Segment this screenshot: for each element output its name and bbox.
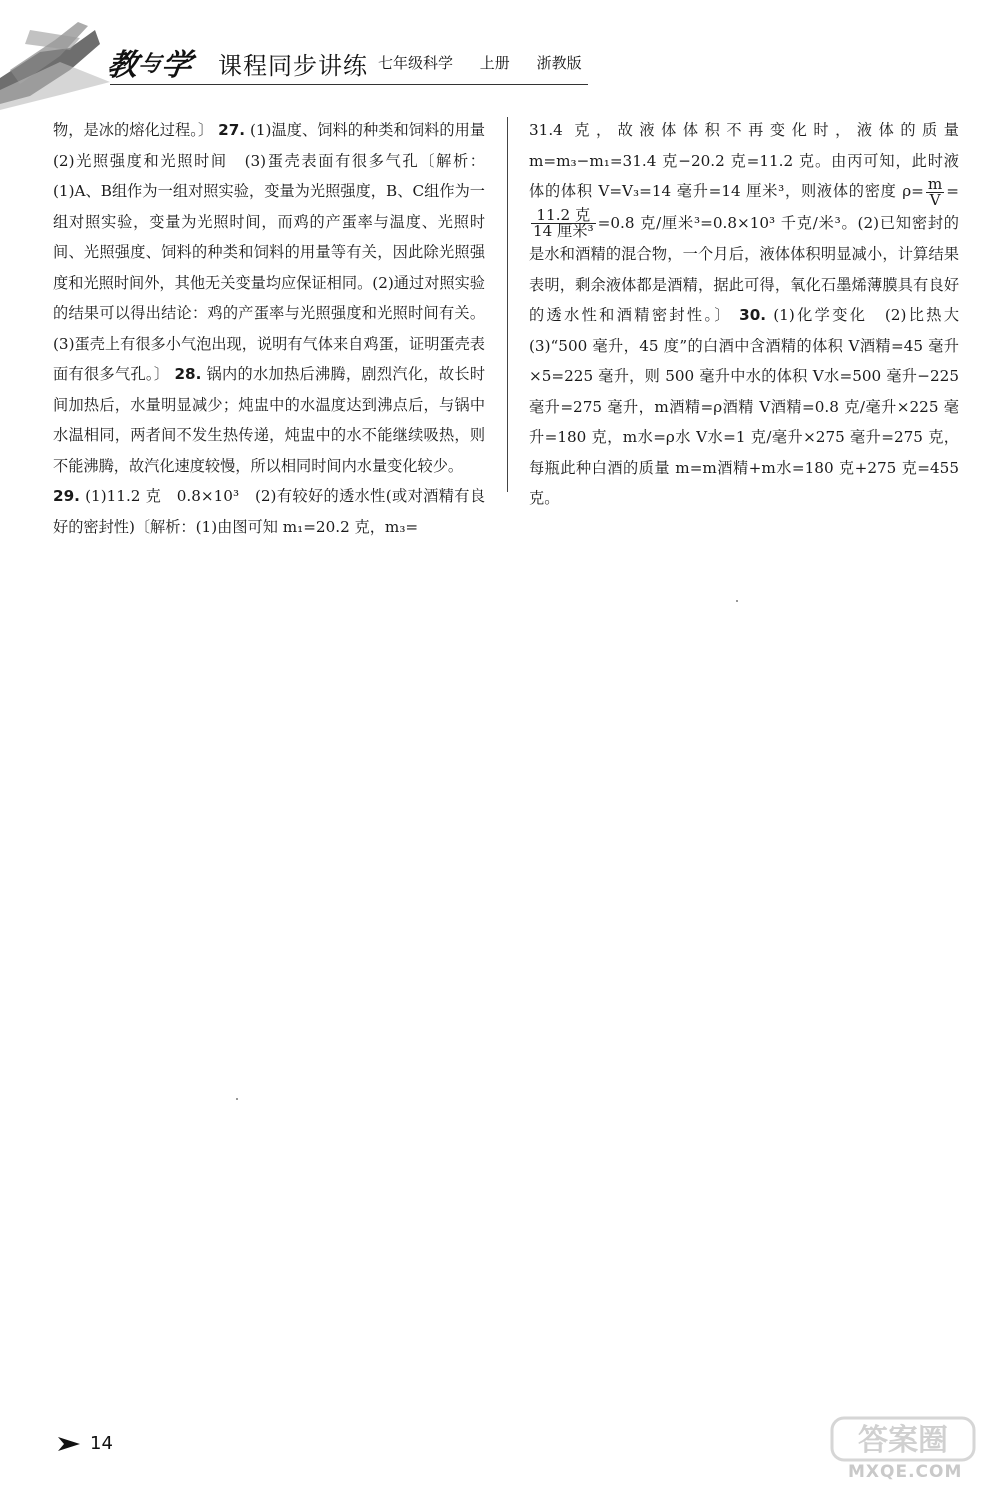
- answer-text: 物，是冰的熔化过程。〕: [53, 121, 214, 139]
- answer-text: (1)温度、饲料的种类和饲料的用量 (2)光照强度和光照时间 (3)蛋壳表面有很多气孔〔解析：(1)A、B组作为一组对照实验，变量为光照强度，B、C组作为一组对照实验，变量为光照时间，而鸡的产蛋率与温度、光照时间、光照强度、饲料的种类和饲料的用量等有关，因此除光照强度和光照时间外，其他无关变量均应保证相同。(2)通过对照实验的结果可以得出结论：鸡的产蛋率与光照强度和光照时间有关。(3)蛋壳上有很多小气泡出现，说明有气体来自鸡蛋，证明蛋壳表面有很多气孔。〕: [53, 121, 501, 383]
- series-title: 课程同步讲练: [218, 52, 368, 80]
- density-calculation: $\frac{\text{11.2 克}}{\text{14 厘米³}}$: [533, 206, 594, 240]
- answer-text: (1)化学变化 (2)比热大 (3)“500 毫升，45 度”的白酒中含酒精的体积 V酒精=45 毫升×5=225 毫升，则 500 毫升中水的体积 V水=500 毫升−225 毫升=275 毫升，m酒精=ρ酒精 V酒精=0.8 克/毫升×225 毫升=180 克，m水=ρ水 V水=1 克/毫升×275 毫升=275 克，每瓶此种白酒的质量 m=m酒精+m水=180 克+275 克=455 克。: [529, 306, 975, 507]
- page-footer: [58, 1433, 113, 1454]
- answer-text: =: [946, 182, 959, 200]
- question-number: 30.: [739, 306, 767, 324]
- svg-text:答案圈: 答案圈: [858, 1423, 948, 1458]
- scan-speck: [736, 600, 738, 602]
- publisher-logo: 教 与 学: [105, 48, 194, 83]
- header-rule: [110, 84, 588, 85]
- column-divider: [507, 117, 508, 492]
- edition: 浙教版: [536, 54, 582, 72]
- watermark-logo: [830, 1414, 980, 1464]
- question-number: 27.: [218, 121, 246, 139]
- volume: 上册: [479, 54, 510, 72]
- answer-text: =0.8 克/厘米³=0.8×10³ 千克/米³。(2)已知密封的是水和酒精的混合物，一个月后，液体体积明显减小，计算结果表明，剩余液体都是酒精，据此可得，氧化石墨烯薄膜具有良好的透水性和酒精密封性。〕: [529, 213, 959, 324]
- right-column: [529, 115, 975, 514]
- arrow-icon: [58, 1436, 80, 1452]
- question-number: 28.: [174, 365, 202, 383]
- book-info: [378, 52, 604, 73]
- question-number: 29.: [53, 487, 80, 505]
- density-formula: $\frac{m}{V}$: [927, 174, 943, 209]
- answer-text: (1)11.2 克 0.8×10³ (2)有较好的透水性(或对酒精有良好的密封性)〔解析：(1)由图可知 m₁=20.2 克，m₃=: [53, 487, 486, 536]
- answer-text: 31.4 克，故液体体积不再变化时，液体的质量 m=m₃−m₁=31.4 克−20.2 克=11.2 克。由丙可知，此时液体的体积 V=V₃=14 毫升=14 厘米³，则液体的密度 ρ=: [529, 121, 959, 200]
- grade-subject: 七年级科学: [378, 54, 454, 72]
- page-number: 14: [90, 1433, 113, 1454]
- answer-text: 锅内的水加热后沸腾，剧烈汽化，故长时间加热后，水量明显减少；炖盅中的水温度达到沸点后，与锅中水温相同，两者间不发生热传递，炖盅中的水不能继续吸热，则不能沸腾，故汽化速度较慢，所以相同时间内水量变化较少。: [53, 365, 486, 475]
- watermark-url: MXQE.COM: [848, 1462, 963, 1482]
- left-column: [53, 115, 501, 542]
- page-header: [0, 0, 1000, 110]
- scan-speck: [236, 1098, 238, 1100]
